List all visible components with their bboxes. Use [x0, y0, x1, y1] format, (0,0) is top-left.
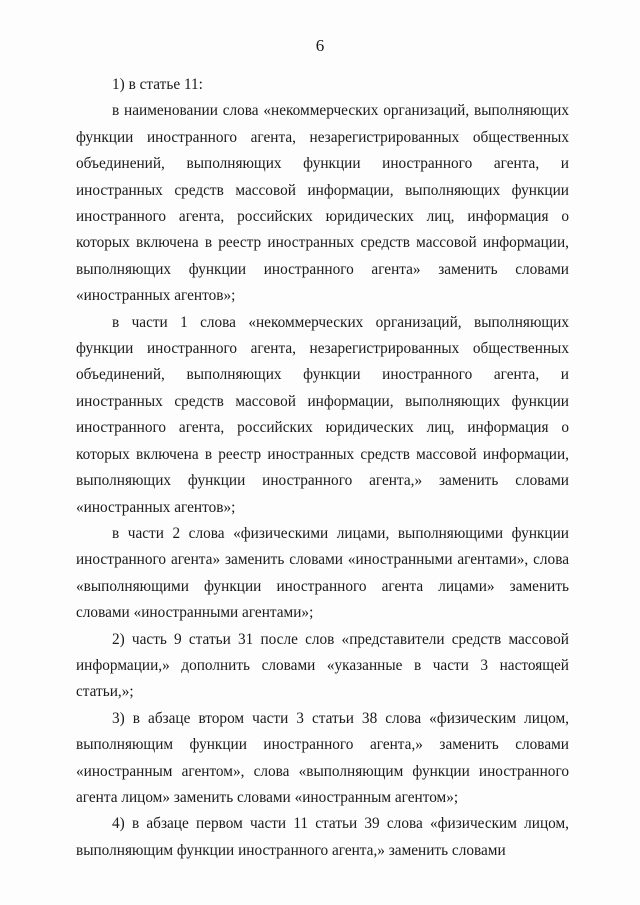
paragraph-title-amendment: в наименовании слова «некоммерческих организаций, выполняющих функции иностранного агента, незарегистрированных общественных объединений, выполняющих функции иностранного агента, и иностранных средств массовой информации, выполняющих функции иностранного агента, российских юридических лиц, информация о которых включена в реестр иностранных средств массовой информации, выполняющих функции иностранного агента» заменить словами «иностранных агентов»;	[76, 102, 569, 305]
paragraph-article-39: 4) в абзаце первом части 11 статьи 39 слова «физическим лицом, выполняющим функции иностранного агента,» заменить словами	[76, 815, 569, 859]
paragraph-article-31: 2) часть 9 статьи 31 после слов «представители средств массовой информации,» дополнить словами «указанные в части 3 настоящей статьи,»;	[76, 630, 569, 701]
paragraph-part-2-amendment: в части 2 слова «физическими лицами, выполняющими функции иностранного агента» заменить словами «иностранными агентами», слова «выполняющими функции иностранного агента лицами» заменить словами «иностранными агентами»;	[76, 524, 569, 622]
paragraph-article-38: 3) в абзаце втором части 3 статьи 38 слова «физическим лицом, выполняющим функции иностранного агента,» заменить словами «иностранным агентом», слова «выполняющим функции иностранного агента лицом» заменить словами «иностранным агентом»;	[76, 709, 569, 806]
document-body	[76, 72, 569, 864]
paragraph-part-1-amendment: в части 1 слова «некоммерческих организаций, выполняющих функции иностранного агента, незарегистрированных общественных объединений, выполняющих функции иностранного агента, и иностранных средств массовой информации, выполняющих функции иностранного агента, российских юридических лиц, информация о которых включена в реестр иностранных средств массовой информации, выполняющих функции иностранного агента,» заменить словами «иностранных агентов»;	[76, 313, 569, 516]
page-number: 6	[315, 36, 325, 55]
paragraph-article-11: 1) в статье 11:	[112, 76, 203, 93]
